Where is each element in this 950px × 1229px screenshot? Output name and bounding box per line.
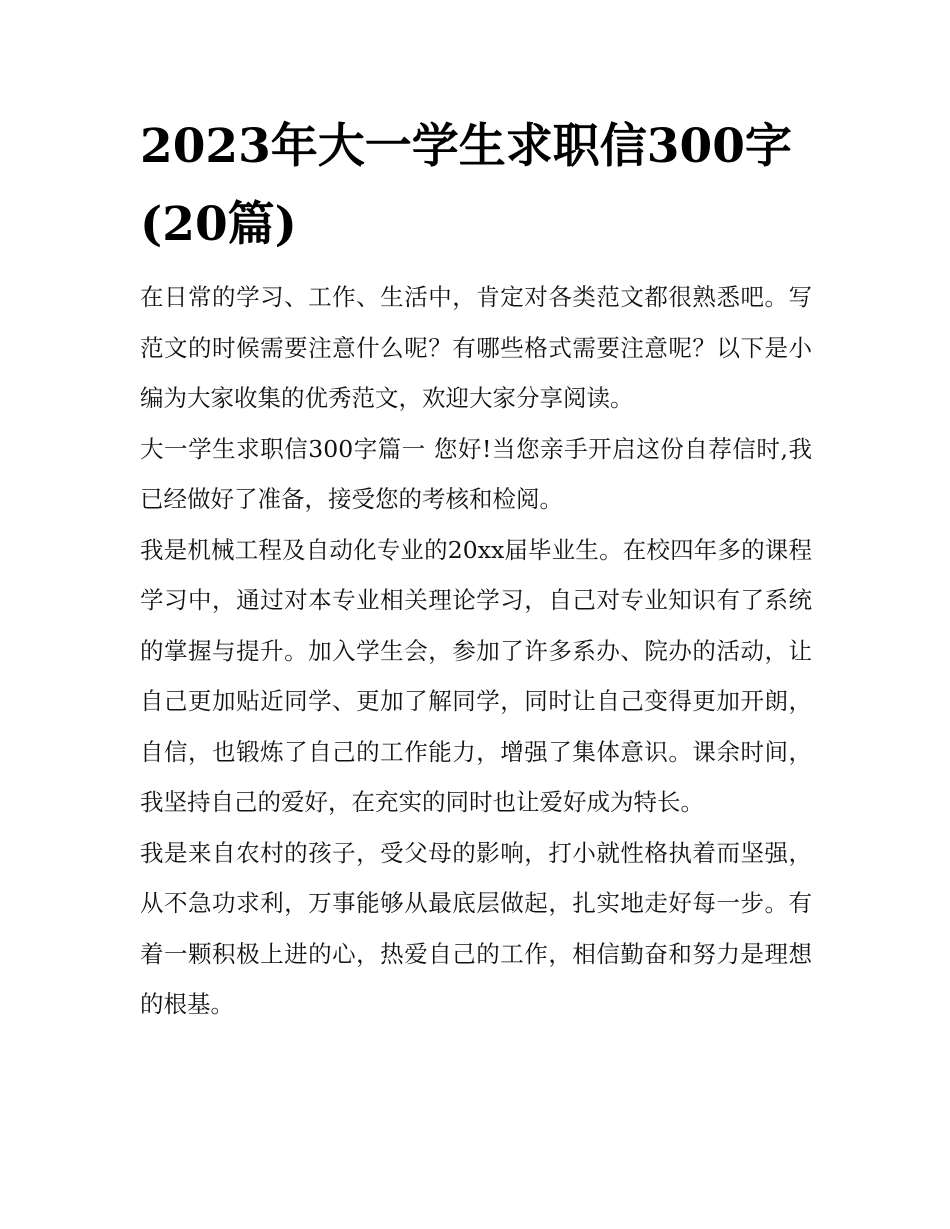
paragraph-education: 我是机械工程及自动化专业的20xx届毕业生。在校四年多的课程学习中，通过对本专业相关理论学习，自己对专业知识有了系统的掌握与提升。加入学生会，参加了许多系办、院办的活动，让自己更加贴近同学、更加了解同学，同时让自己变得更加开朗，自信，也锻炼了自己的工作能力，增强了集体意识。课余时间，我坚持自己的爱好，在充实的同时也让爱好成为特长。 <box>140 535 812 816</box>
paragraph-greeting: 大一学生求职信300字篇一 您好!当您亲手开启这份自荐信时,我已经做好了准备，接受您的考核和检阅。 <box>140 434 812 513</box>
paragraph-intro: 在日常的学习、工作、生活中，肯定对各类范文都很熟悉吧。写范文的时候需要注意什么呢？有哪些格式需要注意呢？以下是小编为大家收集的优秀范文，欢迎大家分享阅读。 <box>140 283 812 412</box>
document-content <box>140 108 812 1030</box>
document-title: 2023年大一学生求职信300字(20篇) <box>140 119 792 252</box>
paragraph-background: 我是来自农村的孩子，受父母的影响，打小就性格执着而坚强，从不急功求利，万事能够从最底层做起，扎实地走好每一步。有着一颗积极上进的心，热爱自己的工作，相信勤奋和努力是理想的根基。 <box>140 838 812 1018</box>
